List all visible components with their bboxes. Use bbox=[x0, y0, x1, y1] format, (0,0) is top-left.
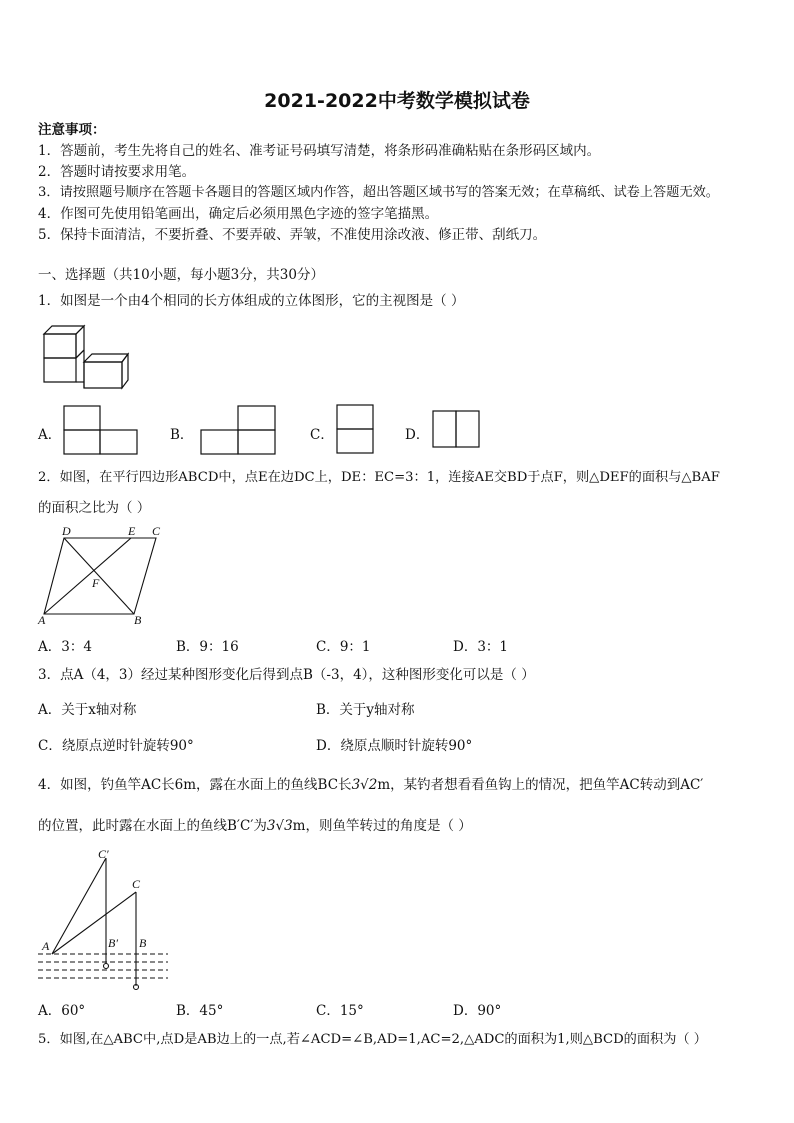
q4-line1-text-a: 4．如图，钓鱼竿AC长6m，露在水面上的鱼线BC长 bbox=[38, 777, 352, 793]
label-e: E bbox=[128, 524, 136, 538]
question-1-label-d: D． bbox=[405, 427, 430, 443]
question-2-stem-line-1: 2．如图，在平行四边形ABCD中，点E在边DC上，DE：EC=3：1，连接AE交BD于点F，则△DEF的面积与△BAF bbox=[38, 470, 720, 485]
question-2-parallelogram-figure bbox=[36, 522, 166, 628]
section-heading: 一、选择题（共10小题，每小题3分，共30分） bbox=[38, 267, 324, 283]
notice-item-3: 3．请按照题号顺序在答题卡各题目的答题区域内作答，超出答题区域书写的答案无效；在草稿纸、试卷上答题无效。 bbox=[38, 185, 719, 200]
question-1-label-a: A． bbox=[38, 427, 62, 443]
question-1-solid-figure bbox=[40, 322, 130, 392]
question-3-stem: 3．点A（4，3）经过某种图形变化后得到点B（-3，4），这种图形变化可以是（ ） bbox=[38, 667, 535, 683]
notice-item-5: 5．保持卡面清洁，不要折叠、不要弄破、弄皱，不准使用涂改液、修正带、刮纸刀。 bbox=[38, 227, 547, 243]
q4-line2-text-b: m，则鱼竿转过的角度是（ ） bbox=[292, 818, 472, 834]
question-4-stem-line-1 bbox=[38, 776, 703, 794]
question-1-label-c: C． bbox=[310, 427, 334, 443]
notice-item-2: 2．答题时请按要求用笔。 bbox=[38, 164, 196, 180]
q4-line1-text-b: m，某钓者想看看鱼钩上的情况，把鱼竿AC转动到AC′ bbox=[377, 777, 704, 793]
notice-heading: 注意事项： bbox=[38, 122, 106, 138]
question-4-fishing-rod-figure bbox=[38, 846, 173, 991]
question-2-option-a: A．3：4 bbox=[38, 639, 92, 655]
q4-line2-math: 3√3 bbox=[266, 818, 293, 834]
question-1-option-d-figure bbox=[432, 410, 482, 450]
question-1-label-b: B． bbox=[170, 427, 194, 443]
question-3-option-d: D．绕原点顺时针旋转90° bbox=[316, 738, 473, 754]
question-4-stem-line-2 bbox=[38, 817, 472, 835]
page-title: 2021-2022中考数学模拟试卷 bbox=[264, 90, 530, 112]
q4-line1-math: 3√2 bbox=[351, 777, 378, 793]
question-1-option-a-figure bbox=[63, 405, 139, 457]
question-1-stem: 1．如图是一个由4个相同的长方体组成的立体图形，它的主视图是（ ） bbox=[38, 293, 465, 309]
notice-item-1: 1．答题前，考生先将自己的姓名、准考证号码填写清楚，将条形码准确粘贴在条形码区域内。 bbox=[38, 143, 601, 159]
notice-item-4: 4．作图可先使用铅笔画出，确定后必须用黑色字迹的签字笔描黑。 bbox=[38, 206, 439, 222]
label-c: C bbox=[152, 524, 161, 538]
question-4-option-d: D．90° bbox=[453, 1003, 502, 1019]
question-1-option-c-figure bbox=[336, 404, 376, 456]
question-4-option-b: B．45° bbox=[176, 1003, 224, 1019]
label-b-prime: B′ bbox=[108, 936, 118, 950]
question-3-option-c: C．绕原点逆时针旋转90° bbox=[38, 738, 194, 754]
label-a: A bbox=[38, 613, 46, 627]
label-f: F bbox=[92, 576, 100, 590]
label-b: B bbox=[134, 613, 142, 627]
question-1-option-b-figure bbox=[200, 405, 278, 457]
question-5-stem: 5．如图,在△ABC中,点D是AB边上的一点,若∠ACD=∠B,AD=1,AC=2,△ADC的面积为1,则△BCD的面积为（ ） bbox=[38, 1032, 707, 1047]
question-3-option-a: A．关于x轴对称 bbox=[38, 702, 137, 718]
question-2-option-b: B．9：16 bbox=[176, 639, 239, 655]
question-3-option-b: B．关于y轴对称 bbox=[316, 702, 415, 718]
question-4-option-a: A．60° bbox=[38, 1003, 86, 1019]
question-2-stem-line-2: 的面积之比为（ ） bbox=[38, 500, 151, 516]
label-d: D bbox=[62, 524, 71, 538]
question-2-option-d: D．3：1 bbox=[453, 639, 509, 655]
question-4-option-c: C．15° bbox=[316, 1003, 364, 1019]
label-c-prime: C′ bbox=[98, 847, 109, 861]
label-b: B bbox=[139, 936, 147, 950]
label-c: C bbox=[132, 877, 141, 891]
q4-line2-text-a: 的位置，此时露在水面上的鱼线B′C′为 bbox=[38, 818, 267, 834]
label-a: A bbox=[42, 939, 50, 953]
question-2-option-c: C．9：1 bbox=[316, 639, 371, 655]
